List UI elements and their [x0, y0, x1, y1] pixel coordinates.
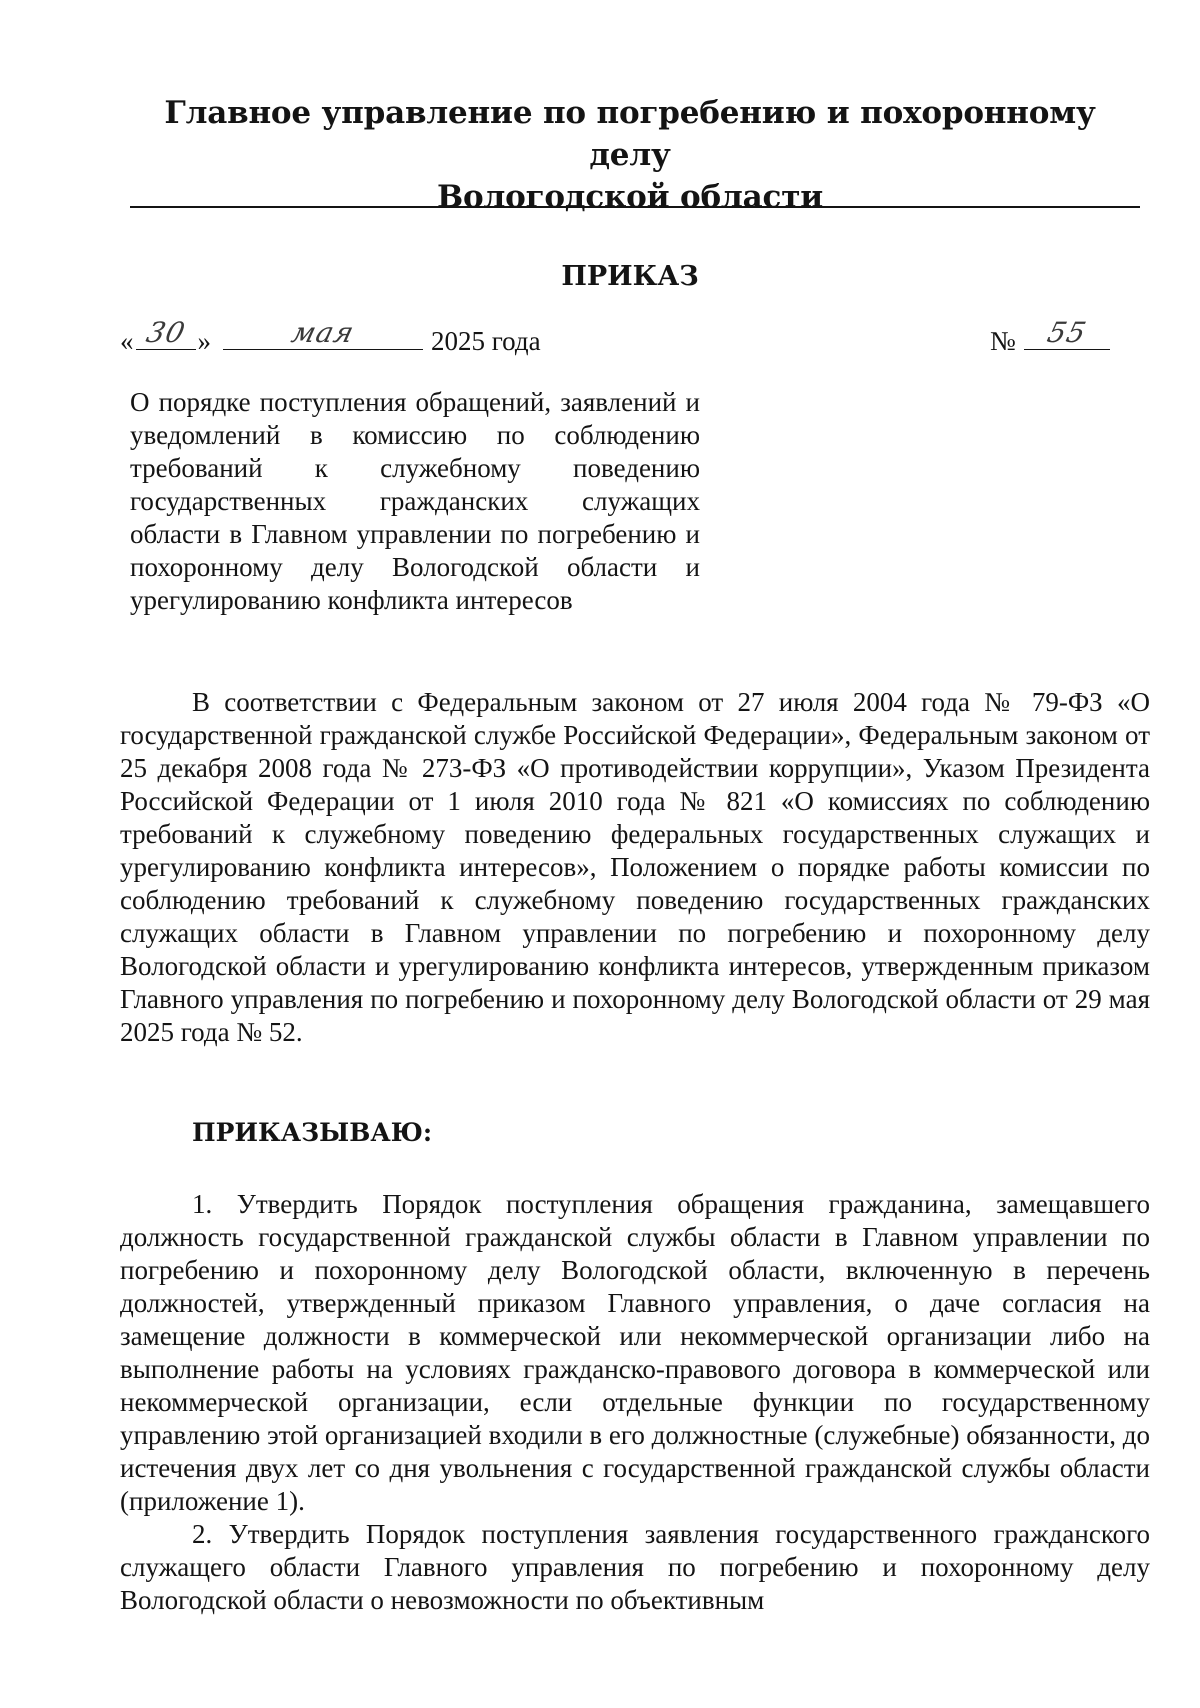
handwritten-number: 55: [1043, 316, 1090, 349]
handwritten-month: мая: [288, 316, 358, 349]
document-date: [120, 316, 541, 359]
date-open-quote: «: [120, 326, 134, 356]
document-number: [990, 316, 1110, 359]
document-subject: О порядке поступления обращений, заявлений и уведомлений в комиссию по соблюдению требований к служебному поведению государственных гражданских служащих области в Главном управлении по погребению и похоронному делу Вологодской области и урегулированию конфликта интересов: [130, 387, 700, 615]
header-divider: [130, 206, 1140, 208]
date-year: 2025 года: [431, 326, 541, 356]
order-item-2: 2. Утвердить Порядок поступления заявления государственного гражданского служащего области Главного управления по погребению и похоронному делу Вологодской области о невозможности по объективным: [120, 1519, 1150, 1615]
order-item-1: 1. Утвердить Порядок поступления обращения гражданина, замещавшего должность государственной гражданской службы области в Главном управлении по погребению и похоронному делу Вологодской области, включенную в перечень должностей, утвержденный приказом Главного управления, о даче согласия на замещение должности в коммерческой или некоммерческой организации либо на выполнение работы на условиях гражданско-правового договора в коммерческой или некоммерческой организации, если отдельные функции по государственному управлению этой организацией входили в его должностные (служебные) обязанности, до истечения двух лет со дня увольнения с государственной гражданской службы области (приложение 1).: [120, 1189, 1150, 1516]
date-close-quote: »: [197, 326, 211, 356]
document-title: ПРИКАЗ: [561, 261, 699, 292]
number-field: [1024, 316, 1110, 350]
order-word: ПРИКАЗЫВАЮ:: [192, 1118, 433, 1147]
organization-name-line-1: Главное управление по погребению и похоронному делу: [164, 95, 1096, 173]
preamble-paragraph: В соответствии с Федеральным законом от 27 июля 2004 года № 79-ФЗ «О государственной гражданской службе Российской Федерации», Федеральным законом от 25 декабря 2008 года № 273-ФЗ «О противодействии коррупции», Указом Президента Российской Федерации от 1 июля 2010 года № 821 «О комиссиях по соблюдению требований к служебному поведению федеральных государственных служащих и урегулированию конфликта интересов», Положением о порядке работы комиссии по соблюдению требований к служебному поведению государственных гражданских служащих области в Главном управлении по погребению и похоронному делу Вологодской области и урегулированию конфликта интересов, утвержденным приказом Главного управления по погребению и похоронному делу Вологодской области от 29 мая 2025 года № 52.: [120, 687, 1150, 1047]
date-month-field: [223, 316, 423, 350]
handwritten-day: 30: [142, 316, 189, 349]
number-sign: №: [990, 326, 1016, 356]
organization-header: [120, 92, 1140, 218]
date-day-field: [136, 316, 196, 350]
organization-name-line-2: Вологодской области: [436, 179, 824, 215]
